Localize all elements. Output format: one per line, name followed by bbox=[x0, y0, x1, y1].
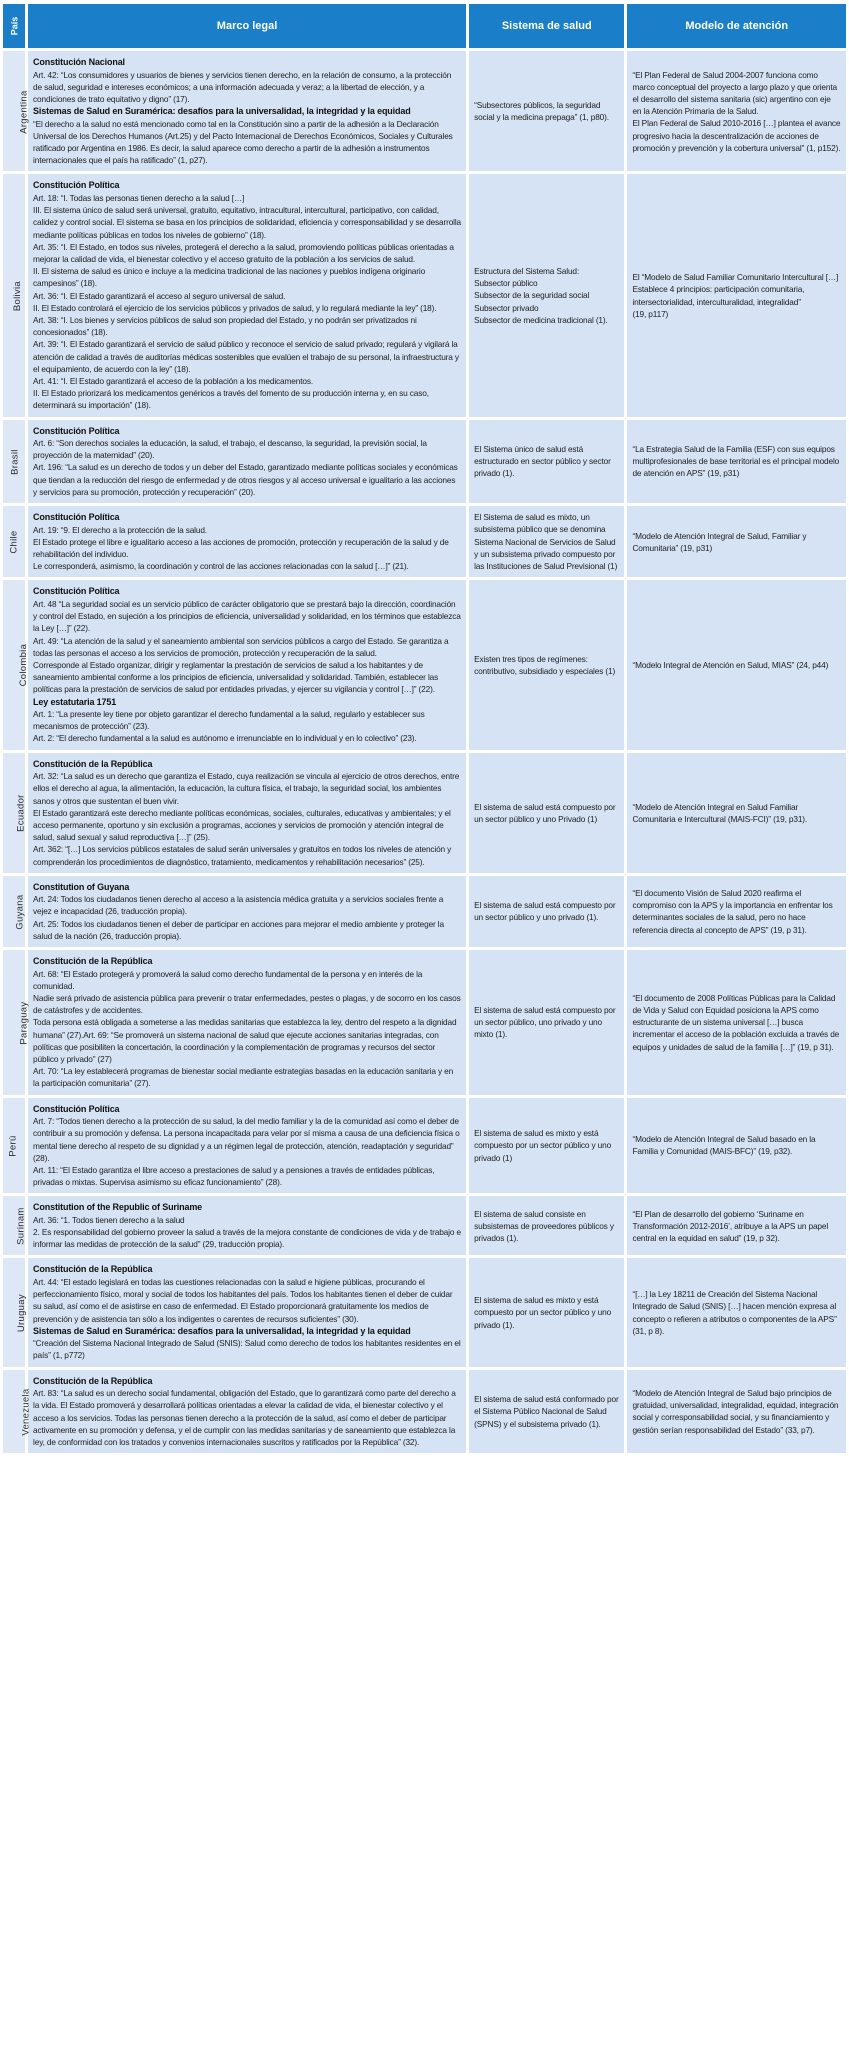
legal-block-title: Constitución Política bbox=[33, 586, 120, 597]
legal-text-line: Art. 19: “9. El derecho a la protección de la salud. bbox=[33, 524, 207, 535]
legal-block-title: Sistemas de Salud en Suramérica: desafíos para la universalidad, la integridad y la equidad bbox=[33, 106, 411, 117]
legal-framework-cell bbox=[28, 1196, 466, 1255]
country-cell bbox=[3, 950, 30, 1095]
legal-text-line: Art. 2: “El derecho fundamental a la salud es autónomo e irrenunciable en lo individual y en lo colectivo” (23). bbox=[33, 733, 417, 744]
legal-block bbox=[33, 1375, 461, 1449]
legal-block-title: Constitución de la República bbox=[33, 1375, 153, 1386]
care-model-cell bbox=[627, 420, 846, 504]
legal-block bbox=[33, 179, 461, 411]
legal-block-title: Constitución Nacional bbox=[33, 57, 125, 67]
health-system-text: Subsector privado bbox=[474, 302, 539, 313]
country-name: Uruguay bbox=[15, 1294, 27, 1333]
country-cell bbox=[3, 1196, 25, 1255]
legal-block bbox=[33, 511, 461, 572]
legal-framework-cell bbox=[28, 506, 466, 577]
health-system-cell bbox=[469, 950, 624, 1095]
column-header-legal: Marco legal bbox=[28, 4, 466, 48]
care-model-text: “El Plan Federal de Salud 2004-2007 funciona como marco conceptual del proyecto a largo plazo y que orienta el desarrollo del sistema sanitaria (sic) argentino con eje en la Atención Primaria de la Salud. bbox=[632, 69, 837, 117]
country-name: Guyana bbox=[14, 894, 26, 930]
legal-framework-cell bbox=[28, 1258, 466, 1366]
country-cell bbox=[3, 420, 25, 504]
legal-block bbox=[33, 1201, 461, 1250]
legal-text-line: Art. 68: “El Estado protegerá y promoverá la salud como derecho fundamental de la persona y en interés de la comunidad. bbox=[33, 968, 423, 991]
legal-text-line: Art. 1: “La presente ley tiene por objeto garantizar el derecho fundamental a la salud, regularlo y establecer sus mecanismos de protección” (23). bbox=[33, 709, 425, 732]
legal-text-line: Le corresponderá, asimismo, la coordinación y control de las acciones relacionadas con la salud […]” (21). bbox=[33, 561, 409, 572]
legal-text-line: Art. 70: “La ley establecerá programas de bienestar social mediante estrategias basadas en la educación sanitaria y en la participación comunitaria” (27). bbox=[33, 1066, 454, 1089]
care-model-text: “El Plan de desarrollo del gobierno ‘Suriname en Transformación 2012-2016’, atribuye a la APS un papel central en la equidad en salud” (19, p 32). bbox=[632, 1208, 829, 1243]
legal-text-line: Toda persona está obligada a someterse a las medidas sanitarias que establezca la ley, dentro del respeto a la dignidad humana” (27).Art. 69: “Se promoverá un sistema nacional de salud que ejecute acciones sanitarias integradas, con políticas que posibiliten la concertación, la coordinación y la complementación de programas y recursos del sector público y privado” (27) bbox=[33, 1017, 457, 1064]
country-name: Argentina bbox=[18, 90, 30, 134]
legal-text-line: Art. 48 “La seguridad social es un servicio público de carácter obligatorio que se prestará bajo la dirección, coordinación y control del Estado, en sujeción a los principios de eficiencia, universalidad y solidaridad, en los términos que establezca la Ley […]” (22). bbox=[33, 598, 461, 634]
care-model-text: “[…] la Ley 18211 de Creación del Sistema Nacional Integrado de Salud (SNIS) […] hacen mención expresa al concepto o refieren a atributos o componentes de la APS” (31, p 8). bbox=[632, 1289, 837, 1336]
care-model-text: “Modelo de Atención Integral de Salud basado en la Familia y Comunidad (MAIS-BFC)” (19, p32). bbox=[632, 1134, 816, 1157]
header-row bbox=[3, 4, 846, 48]
table-row bbox=[3, 174, 846, 416]
legal-block bbox=[33, 56, 461, 105]
country-name: Colombia bbox=[18, 644, 30, 687]
legal-block-title: Constitución Política bbox=[33, 1103, 120, 1114]
health-system-cell bbox=[469, 506, 624, 577]
table-body bbox=[3, 51, 846, 1453]
legal-block bbox=[33, 585, 461, 695]
legal-block bbox=[33, 1263, 461, 1324]
legal-text-line: “Creación del Sistema Nacional Integrado de Salud (SNIS): Salud como derecho de todos los habitantes residentes en el país” (1, p772) bbox=[33, 1338, 461, 1361]
legal-text-line: Art. 83: “La salud es un derecho social fundamental, obligación del Estado, que lo garantizará como parte del derecho a la vida. El Estado promoverá y desarrollará políticas orientadas a elevar la calidad de vida, el bienestar colectivo y el acceso a los servicios. Todas las personas tienen derecho a la protección de la salud, así como el deber de participar activamente en su promoción y defensa, y el de cumplir con las medidas sanitarias y de saneamiento que establezca la ley, de conformidad con los tratados y convenios internacionales suscritos y ratificados por la República” (32). bbox=[33, 1388, 456, 1447]
country-cell bbox=[3, 174, 25, 416]
legal-text-line: “El derecho a la salud no está mencionado como tal en la Constitución sino a partir de la adhesión a la Declaración Universal de los Derechos Humanos (Art.25) y del Pacto Internacional de Derechos Económicos, Sociales y Culturales ratificado por Argentina en 1986. Es decir, la salud aparece como derecho a partir de la adhesión a instrumentos internacionales que el país ha ratificado” (1, p27). bbox=[33, 118, 453, 166]
country-name: Surinam bbox=[15, 1207, 27, 1246]
health-system-text: El sistema de salud está compuesto por un sector público, uno privado y uno mixto (1). bbox=[474, 1005, 616, 1040]
legal-text-line: Art. 41: “I. El Estado garantizará el acceso de la población a los medicamentos. bbox=[33, 375, 313, 386]
care-model-cell bbox=[627, 580, 846, 749]
care-model-text: “Modelo Integral de Atención en Salud, MIAS” (24, p44) bbox=[632, 659, 829, 670]
legal-text-line: Art. 38: “I. Los bienes y servicios públicos de salud son propiedad del Estado, y no podrán ser privatizados ni concesionados” (18). bbox=[33, 314, 417, 338]
health-system-cell bbox=[469, 1098, 624, 1194]
health-system-cell bbox=[469, 753, 624, 873]
legal-text-line: Art. 35: “I. El Estado, en todos sus niveles, protegerá el derecho a la salud, promoviendo políticas públicas orientadas a mejorar la calidad de vida, el bienestar colectivo y el acceso gratuito de la población a los servicios de salud. bbox=[33, 241, 454, 264]
country-cell bbox=[3, 876, 25, 947]
health-system-cell bbox=[469, 876, 624, 947]
legal-framework-cell bbox=[28, 876, 466, 947]
care-model-text: “Modelo de Atención Integral de Salud bajo principios de gratuidad, universalidad, integralidad, equidad, integración social y corresponsabilidad social, y su financiamiento y gestión serían responsabilidad del Estado” (33, p7). bbox=[632, 1388, 839, 1435]
country-cell bbox=[3, 753, 25, 873]
table-row bbox=[3, 580, 846, 749]
legal-framework-cell bbox=[28, 950, 466, 1095]
health-system-cell bbox=[469, 174, 624, 416]
legal-block-title: Constitution of Guyana bbox=[33, 881, 130, 892]
health-system-cell bbox=[469, 1196, 624, 1255]
care-model-cell bbox=[627, 876, 846, 947]
legal-framework-cell bbox=[28, 580, 466, 749]
legal-block bbox=[33, 1103, 461, 1189]
legal-framework-cell bbox=[28, 420, 466, 504]
care-model-cell bbox=[627, 1098, 846, 1194]
health-systems-table bbox=[0, 1, 849, 1456]
health-system-cell bbox=[469, 420, 624, 504]
legal-text-line: Art. 36: “1. Todos tienen derecho a la salud bbox=[33, 1214, 185, 1225]
health-system-text: Estructura del Sistema Salud: bbox=[474, 265, 580, 276]
health-system-text: El sistema de salud está compuesto por un sector público y uno privado (1). bbox=[474, 900, 616, 923]
health-system-text: “Subsectores públicos, la seguridad social y la medicina prepaga” (1, p80). bbox=[474, 100, 609, 123]
health-system-text: El sistema de salud está conformado por el Sistema Público Nacional de Salud (SPNS) y el subsistema privado (1). bbox=[474, 1394, 619, 1429]
legal-text-line: Art. 25: Todos los ciudadanos tienen el deber de participar en acciones para mejorar el medio ambiente y proteger la salud de la nación (26, traducción propia). bbox=[33, 918, 444, 941]
legal-framework-cell bbox=[28, 174, 466, 416]
legal-block-title: Constitución de la República bbox=[33, 758, 153, 769]
country-cell bbox=[3, 1258, 25, 1366]
column-header-model: Modelo de atención bbox=[627, 4, 846, 48]
care-model-cell bbox=[627, 1196, 846, 1255]
legal-text-line: Art. 49: “La atención de la salud y el saneamiento ambiental son servicios públicos a cargo del Estado. Se garantiza a todas las personas el acceso a los servicios de promoción, protección y recuperación de la salud. bbox=[33, 635, 449, 658]
legal-text-line: 2. Es responsabilidad del gobierno proveer la salud a través de la mejora constante de condiciones de vida y de trabajo e informar las medidas de protección de la salud” (29, traducción propia). bbox=[33, 1227, 461, 1250]
care-model-text: (19, p117) bbox=[632, 308, 669, 319]
country-name: Chile bbox=[8, 530, 20, 554]
legal-text-line: Art. 362: “[…] Los servicios públicos estatales de salud serán universales y gratuitos en todos los niveles de atención y comprenderán los procedimientos de diagnóstico, tratamiento, medicamentos y rehabilitación necesarios” (25). bbox=[33, 844, 452, 867]
legal-block-title: Ley estatutaria 1751 bbox=[33, 696, 117, 707]
column-header-system: Sistema de salud bbox=[469, 4, 624, 48]
health-system-text: Subsector público bbox=[474, 278, 538, 289]
country-name: Bolivia bbox=[11, 280, 23, 312]
legal-block bbox=[33, 955, 461, 1090]
table-row bbox=[3, 1258, 846, 1366]
health-system-text: El Sistema de salud es mixto, un subsistema público que se denomina Sistema Nacional de Servicios de Salud y un subsistema privado compuesto por las Instituciones de Salud Previsional (1) bbox=[474, 512, 618, 572]
country-cell bbox=[3, 51, 30, 171]
column-header-country: País bbox=[3, 4, 25, 48]
legal-block bbox=[33, 105, 461, 166]
legal-text-line: II. El Estado controlará el ejercicio de los servicios públicos y privados de salud, y lo regulará mediante la ley” (18). bbox=[33, 302, 437, 313]
table-row bbox=[3, 950, 846, 1095]
legal-block-title: Constitución de la República bbox=[33, 956, 153, 967]
legal-text-line: El Estado garantizará este derecho mediante políticas económicas, sociales, culturales, educativas y ambientales; y el acceso permanente, oportuno y sin exclusión a programas, acciones y servicios de promoción y atención integral de salud, salud sexual y salud reproductiva […]” (25). bbox=[33, 807, 451, 843]
health-system-text: El sistema de salud es mixto y está compuesto por un sector público y uno privado (1) bbox=[474, 1128, 612, 1163]
health-system-cell bbox=[469, 1258, 624, 1366]
table-row bbox=[3, 1196, 846, 1255]
care-model-cell bbox=[627, 1370, 846, 1454]
country-name: Ecuador bbox=[15, 794, 27, 832]
legal-framework-cell bbox=[28, 1370, 466, 1454]
legal-block-title: Constitución Política bbox=[33, 512, 120, 523]
legal-text-line: Art. 39: “I. El Estado garantizará el servicio de salud público y reconoce el servicio de salud privado; regulará y vigilará la atención de calidad a través de auditorías médicas sostenibles que evalúen el trabajo de su personal, la infraestructura y el equipamiento, de acuerdo con la ley” (18). bbox=[33, 339, 459, 374]
country-name: Venezuela bbox=[20, 1388, 32, 1436]
health-system-cell bbox=[469, 1370, 624, 1454]
legal-text-line: III. El sistema único de salud será universal, gratuito, equitativo, intracultural, intercultural, participativo, con calidad, calidez y control social. El sistema se basa en los principios de solidaridad, eficiencia y corresponsabilidad y se desarrolla mediante políticas públicas en todos los niveles de gobierno” (18). bbox=[33, 205, 462, 240]
health-system-text: El sistema de salud consiste en subsistemas de proveedores públicos y privados (1). bbox=[474, 1208, 614, 1243]
health-system-cell bbox=[469, 51, 624, 171]
health-system-text: El sistema de salud está compuesto por un sector público y uno Privado (1) bbox=[474, 801, 616, 824]
legal-text-line: II. El Estado priorizará los medicamentos genéricos a través del fomento de su producción interna y, en su caso, determinará su importación” (18). bbox=[33, 388, 429, 411]
legal-block-title: Sistemas de Salud en Suramérica: desafíos para la universalidad, la integridad y la equidad bbox=[33, 1325, 411, 1336]
legal-block-title: Constitution of the Republic of Suriname bbox=[33, 1202, 203, 1213]
care-model-text: El “Modelo de Salud Familiar Comunitario Intercultural […] Establece 4 principios: participación comunitaria, intersectorialidad, interculturalidad, integralidad” bbox=[632, 272, 839, 307]
table-row bbox=[3, 506, 846, 577]
country-name: Brasil bbox=[9, 449, 21, 475]
legal-block-title: Constitución de la República bbox=[33, 1264, 153, 1275]
table-row bbox=[3, 1098, 846, 1194]
health-system-text: Existen tres tipos de regímenes: contributivo, subsidiado y especiales (1) bbox=[474, 653, 616, 677]
care-model-cell bbox=[627, 51, 846, 171]
health-system-text: El sistema de salud es mixto y está compuesto por un sector público y uno privado (1). bbox=[474, 1295, 612, 1330]
health-system-text: Subsector de medicina tradicional (1). bbox=[474, 314, 608, 325]
legal-block bbox=[33, 881, 461, 942]
legal-text-line: El Estado protege el libre e igualitario acceso a las acciones de promoción, protección y recuperación de la salud y de rehabilitación del individuo. bbox=[33, 536, 449, 559]
legal-text-line: Corresponde al Estado organizar, dirigir y reglamentar la prestación de servicios de salud a los habitantes y de saneamiento ambiental conforme a los principios de eficiencia, universalidad y solidaridad. También, establecer las políticas para la prestación de servicios de salud por entidades privadas, y ejercer su vigilancia y control […]” (22). bbox=[33, 659, 439, 695]
legal-text-line: Art. 18: “I. Todas las personas tienen derecho a la salud […] bbox=[33, 192, 245, 203]
care-model-cell bbox=[627, 506, 846, 577]
legal-text-line: Art. 42: “Los consumidores y usuarios de bienes y servicios tienen derecho, en la relación de consumo, a la protección de salud, seguridad e intereses económicos; a una información adecuada y veraz; a la libertad de elección, y a condiciones de trato equitativo y digno” (17). bbox=[33, 69, 452, 104]
table-row bbox=[3, 420, 846, 504]
legal-text-line: Art. 44: “El estado legislará en todas las cuestiones relacionadas con la salud e higiene públicas, procurando el perfeccionamiento físico, moral y social de todos los habitantes del país. Todos los habitantes tienen el deber de cuidar su salud, así como el de asistirse en caso de enfermedad. El Estado proporcionará gratuitamente los medios de prevención y de asistencia tan sólo a los indigentes o carentes de recursos suficientes” (30). bbox=[33, 1276, 453, 1324]
country-name: Perú bbox=[7, 1135, 19, 1157]
care-model-cell bbox=[627, 174, 846, 416]
country-name: Paraguay bbox=[18, 1001, 30, 1045]
legal-block-title: Constitución Política bbox=[33, 180, 120, 191]
care-model-text: El Plan Federal de Salud 2010-2016 […] plantea el avance progresivo hacia la descentralización de acciones de promoción y prevención y la cobertura universal” (1, p152). bbox=[632, 118, 841, 153]
legal-framework-cell bbox=[28, 51, 466, 171]
legal-block bbox=[33, 696, 461, 745]
legal-block bbox=[33, 1325, 461, 1362]
care-model-text: “El documento de 2008 Políticas Públicas para la Calidad de Vida y Salud con Equidad posiciona la APS como estructurante de un sistema universal […] busca incrementar el acceso de la población excluida a través de equipos y unidades de salud de la familia […]” (19, p 31). bbox=[632, 992, 840, 1052]
care-model-cell bbox=[627, 1258, 846, 1366]
table-row bbox=[3, 753, 846, 873]
legal-block-title: Constitución Política bbox=[33, 425, 120, 436]
country-cell bbox=[3, 1098, 25, 1194]
legal-block bbox=[33, 758, 461, 868]
legal-text-line: Art. 36: “I. El Estado garantizará el acceso al seguro universal de salud. bbox=[33, 290, 286, 301]
health-system-text: Subsector de la seguridad social bbox=[474, 290, 590, 301]
legal-text-line: II. El sistema de salud es único e incluye a la medicina tradicional de las naciones y pueblos indígena originario campesinos” (18). bbox=[33, 266, 426, 289]
country-cell bbox=[3, 1370, 32, 1454]
legal-block bbox=[33, 425, 461, 499]
legal-text-line: Art. 196: “La salud es un derecho de todos y un deber del Estado, garantizado mediante políticas sociales y económicas que tiendan a la reducción del riesgo de enfermedad y de otros riesgos y al acceso universal e igualitario a las acciones y servicios para su promoción, protección y recuperación” (20). bbox=[33, 462, 458, 497]
care-model-text: “Modelo de Atención Integral de Salud, Familiar y Comunitaria” (19, p31) bbox=[632, 530, 807, 553]
health-system-cell bbox=[469, 580, 624, 749]
legal-text-line: Art. 7: “Todos tienen derecho a la protección de su salud, la del medio familiar y la de la comunidad así como el deber de contribuir a su promoción y defensa. La persona incapacitada para velar por sí misma a causa de una deficiencia física o mental tiene derecho al respeto de su dignidad y a un régimen legal de protección, atención, readaptación y seguridad” (28). bbox=[33, 1116, 460, 1163]
legal-text-line: Art. 24: Todos los ciudadanos tienen derecho al acceso a la asistencia médica gratuita y a servicios sociales frente a vejez e incapacidad (26, traducción propia). bbox=[33, 894, 444, 917]
legal-framework-cell bbox=[28, 1098, 466, 1194]
care-model-cell bbox=[627, 753, 846, 873]
legal-text-line: Art. 11: “El Estado garantiza el libre acceso a prestaciones de salud y a pensiones a través de entidades públicas, privadas o mixtas. Supervisa asimismo su eficaz funcionamiento” (28). bbox=[33, 1164, 435, 1188]
care-model-text: “La Estrategia Salud de la Familia (ESF) con sus equipos multiprofesionales de base territorial es el principal modelo de atención en APS” (19, p31) bbox=[632, 444, 840, 479]
care-model-text: “Modelo de Atención Integral en Salud Familiar Comunitaria e Intercultural (MAIS-FCI)” (19, p31). bbox=[632, 801, 808, 824]
legal-text-line: Nadie será privado de asistencia pública para prevenir o tratar enfermedades, pestes o plagas, y de socorro en los casos de catástrofes y de accidentes. bbox=[33, 992, 461, 1016]
country-cell bbox=[3, 506, 25, 577]
table-row bbox=[3, 1370, 846, 1454]
legal-text-line: Art. 6: “Son derechos sociales la educación, la salud, el trabajo, el descanso, la seguridad, la previsión social, la proyección de la maternidad” (20). bbox=[33, 438, 427, 461]
care-model-text: “El documento Visión de Salud 2020 reafirma el compromiso con la APS y la importancia en enfrentar los determinantes sociales de la salud, pero no hace referencia directa al concepto de APS” (19, p 31). bbox=[632, 888, 833, 935]
legal-text-line: Art. 32: “La salud es un derecho que garantiza el Estado, cuya realización se vincula al ejercicio de otros derechos, entre ellos el derecho al agua, la alimentación, la educación, la cultura física, el trabajo, la seguridad social, los ambientes sanos y otros que sustentan el buen vivir. bbox=[33, 771, 460, 806]
table-row bbox=[3, 876, 846, 947]
legal-framework-cell bbox=[28, 753, 466, 873]
care-model-cell bbox=[627, 950, 846, 1095]
country-cell bbox=[3, 580, 30, 749]
health-system-text: El Sistema único de salud está estructurado en sector público y sector privado (1). bbox=[474, 444, 611, 479]
table-row bbox=[3, 51, 846, 171]
